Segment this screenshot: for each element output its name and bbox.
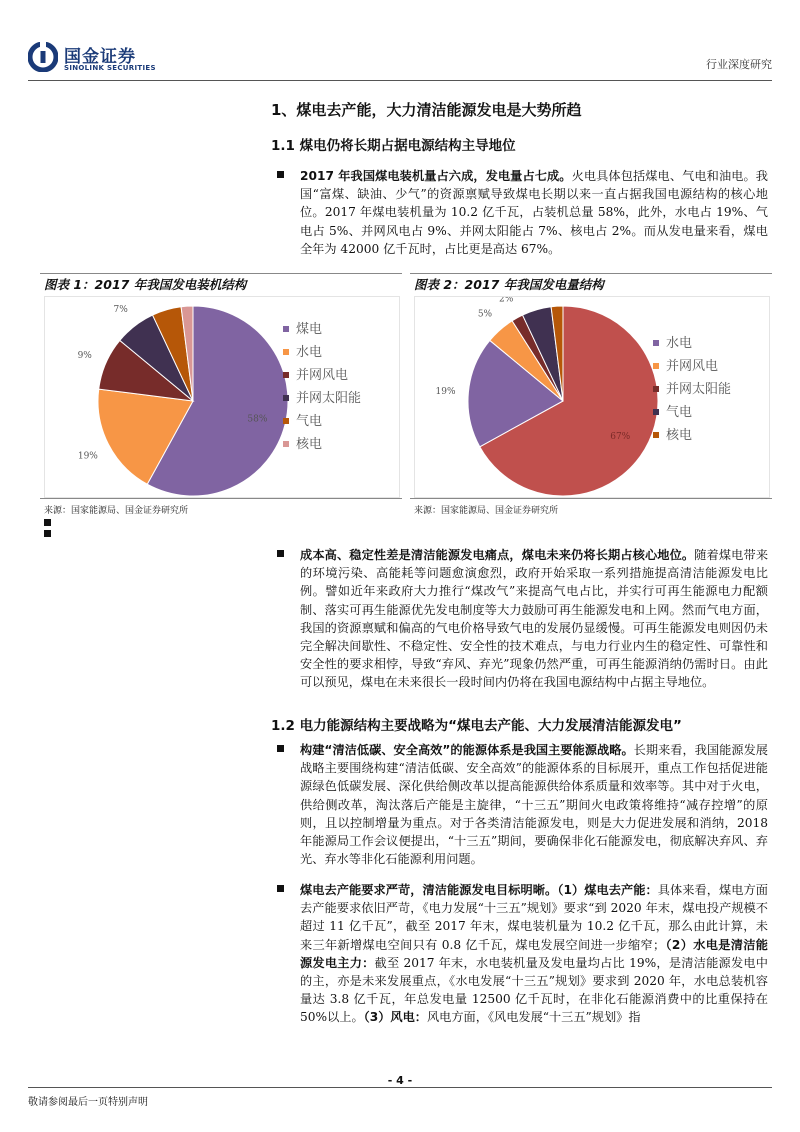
page-number: - 4 - bbox=[387, 1074, 413, 1087]
chart-2-plot-area bbox=[414, 296, 770, 498]
legend-swatch bbox=[283, 418, 289, 424]
section-title: 1、煤电去产能，大力清洁能源发电是大势所趋 bbox=[271, 101, 582, 119]
legend-swatch bbox=[283, 349, 289, 355]
chart-2-bottom-rule bbox=[410, 498, 772, 499]
legend-label: 气电 bbox=[666, 405, 693, 420]
bullet-icon bbox=[277, 171, 284, 178]
logo-english-name: SINOLINK SECURITIES bbox=[64, 64, 156, 72]
legend-swatch bbox=[283, 326, 289, 332]
pie-data-label: 7% bbox=[113, 304, 128, 315]
paragraph-lead: 构建“清洁低碳、安全高效”的能源体系是我国主要能源战略。 bbox=[300, 743, 634, 757]
footer-disclaimer: 敬请参阅最后一页特别声明 bbox=[28, 1097, 148, 1108]
pie-data-label: 9% bbox=[77, 351, 92, 362]
sinolink-logo-icon bbox=[28, 42, 58, 72]
legend-label: 煤电 bbox=[296, 322, 323, 337]
subsection-title-1-2: 1.2 电力能源结构主要战略为“煤电去产能、大力发展清洁能源发电” bbox=[271, 718, 682, 734]
legend-swatch bbox=[653, 409, 659, 415]
subsection-title-1-1: 1.1 煤电仍将长期占据电源结构主导地位 bbox=[271, 138, 516, 154]
legend-label: 并网太阳能 bbox=[666, 382, 732, 397]
legend-label: 水电 bbox=[666, 336, 693, 351]
legend-swatch bbox=[283, 372, 289, 378]
paragraph-body: 截至 2017 年末，水电装机量及发电量均占比 19%，是清洁能源发电中的主，亦是未来发展重点，《水电发展“十三五”规划》要求到 2020 年，水电总装机容量达 3.8 亿千瓦，年总发电量 12500 亿千瓦时，在非化石能源消费中的比重保持在 50%以上。 bbox=[300, 955, 768, 1025]
paragraph-body: 火电具体包括煤电、气电和油电。我国“富煤、缺油、少气”的资源禀赋导致煤电长期以来一直占据我国电源结构的核心地位。2017 年煤电装机量为 10.2 亿千瓦，占装机总量 58%，此外，水电占 19%、气电占 5%、并网风电占 9%、并网太阳能占 7%、核电占 2%。而从发电量来看，煤电全年为 42000 亿千瓦时，占比更是高达 67%。 bbox=[300, 169, 768, 256]
legend-label: 核电 bbox=[296, 437, 323, 452]
chart-1-title: 图表 1：2017 年我国发电装机结构 bbox=[44, 277, 247, 292]
chart-2-pie bbox=[415, 297, 771, 499]
chart-1-pie bbox=[45, 297, 401, 499]
paragraph-clean-energy-pain bbox=[271, 546, 768, 692]
legend-swatch bbox=[653, 363, 659, 369]
legend-label: 并网风电 bbox=[296, 368, 349, 383]
paragraph-body: 长期来看，我国能源发展战略主要围绕构建“清洁低碳、安全高效”的能源体系的目标展开，重点工作包括促进能源绿色低碳发展、深化供给侧改革以提高能源供给体系质量和效率等。其中对于火电，供给侧改革，淘汰落后产能是主旋律，“十三五”期间火电政策将维持“减存控增”的原则，且以控制增量为重点。对于各类清洁能源发电，则是大力促进发展和消纳，2018 年能源局工作会议便提出，“十三五”期间，要确保非化石能源发电，彻底解决弃风、弃光、弃水等非化石能源利用问题。 bbox=[300, 743, 768, 867]
logo-chinese-name: 国金证券 bbox=[64, 47, 136, 67]
paragraph-coal-capacity-cut bbox=[271, 881, 768, 1027]
pie-data-label: 2% bbox=[499, 297, 514, 305]
header-divider bbox=[28, 80, 772, 81]
chart-2-title: 图表 2：2017 年我国发电量结构 bbox=[414, 277, 604, 292]
pie-data-label: 67% bbox=[610, 431, 631, 442]
legend-swatch bbox=[653, 340, 659, 346]
paragraph-lead: （2）水电是清洁能源发电主力： bbox=[300, 937, 768, 970]
bullet-icon bbox=[277, 550, 284, 557]
paragraph-lead: 煤电去产能要求严苛，清洁能源发电目标明晰。（1）煤电去产能： bbox=[300, 883, 658, 897]
chart-1-source: 来源：国家能源局、国金证券研究所 bbox=[44, 506, 189, 516]
legend-swatch bbox=[653, 386, 659, 392]
pie-data-label: 19% bbox=[77, 451, 98, 462]
paragraph-body: 风电方面，《风电发展“十三五”规划》指 bbox=[426, 1010, 641, 1025]
paragraph-lead: 成本高、稳定性差是清洁能源发电痛点，煤电未来仍将长期占核心地位。 bbox=[300, 548, 695, 562]
legend-swatch bbox=[283, 395, 289, 401]
paragraph-body: 随着煤电带来的环境污染、高能耗等问题愈演愈烈，政府开始采取一系列措施提高清洁能源发电比例。譬如近年来政府大力推行“煤改气”来提高气电占比，并实行可再生能源电力配额制、落实可再生能源优先发电制度等大力鼓励可再生能源发电和上网。然而气电方面，我国的资源禀赋和偏高的气电价格导致气电的发展仍显缓慢。可再生能源发电则因仍未完全解决间歇性、不稳定性、安全性的技术难点，与电力行业内生的稳定性、可靠性和安全性的要求相悖，导致“弃风、弃光”现象仍然严重，可再生能源消纳仍需时日。由此可以预见，煤电在未来很长一段时间内仍将在我国电源结构中占据主导地位。 bbox=[300, 548, 769, 690]
legend-label: 并网太阳能 bbox=[296, 391, 362, 406]
paragraph-coal-share bbox=[271, 167, 768, 258]
legend-label: 并网风电 bbox=[666, 359, 719, 374]
legend-label: 水电 bbox=[296, 345, 323, 360]
chart-1-bottom-rule bbox=[40, 498, 402, 499]
stray-bullet-icon bbox=[44, 530, 51, 537]
bullet-icon bbox=[277, 885, 284, 892]
page-header bbox=[28, 40, 772, 80]
footer-divider bbox=[28, 1087, 772, 1088]
paragraph-energy-strategy bbox=[271, 741, 768, 868]
report-type: 行业深度研究 bbox=[706, 58, 772, 71]
legend-swatch bbox=[653, 432, 659, 438]
chart-2-source: 来源：国家能源局、国金证券研究所 bbox=[414, 506, 559, 516]
pie-data-label: 19% bbox=[435, 386, 456, 397]
paragraph-body: 具体来看，煤电方面去产能要求依旧严苛，《电力发展“十三五”规划》要求“到 2020 年末，煤电投产规模不超过 11 亿千瓦”，截至 2017 年末，煤电装机量为 10.2 亿千瓦，那么由此计算，未来三年新增煤电空间只有 0.8 亿千瓦，煤电发展空间进一步缩窄； bbox=[300, 883, 768, 952]
bullet-icon bbox=[277, 745, 284, 752]
legend-label: 核电 bbox=[666, 428, 693, 443]
stray-bullet-icon bbox=[44, 519, 51, 526]
paragraph-lead: （3）风电： bbox=[363, 1010, 427, 1025]
chart-1-plot-area bbox=[44, 296, 400, 498]
legend-label: 气电 bbox=[296, 414, 323, 429]
legend-swatch bbox=[283, 441, 289, 447]
pie-data-label: 5% bbox=[477, 309, 493, 320]
pie-data-label: 58% bbox=[247, 414, 268, 425]
paragraph-lead: 2017 年我国煤电装机量占六成，发电量占七成。 bbox=[300, 169, 572, 183]
